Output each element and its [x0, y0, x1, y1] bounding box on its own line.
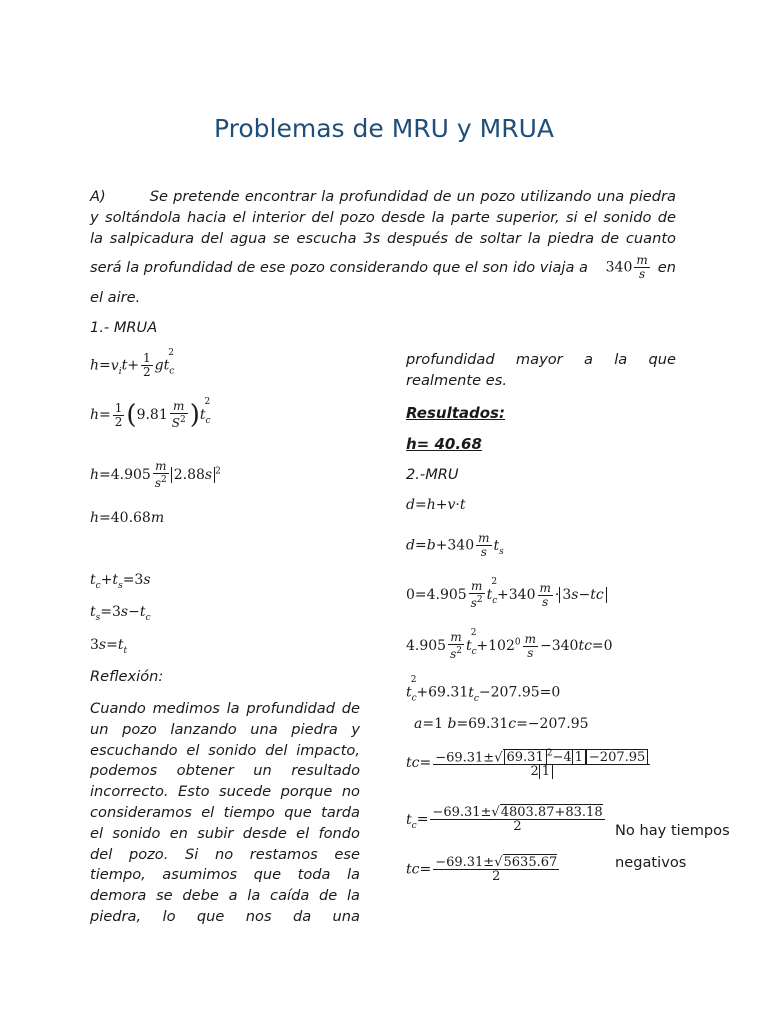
page-title: Problemas de MRU y MRUA	[214, 114, 554, 143]
reflexion-heading: Reflexión:	[90, 668, 164, 685]
reflexion-line: realmente es.	[406, 371, 507, 389]
reflexion-line: demora se debe a la caída de la	[90, 887, 360, 905]
equation-quadratic: $t_c^2+69.31t_c-207.95=0$	[406, 675, 561, 704]
equation-tc-formula: tc= $\frac{-69.31\pm√ 69.31 ^2-4 1 -207.95}{2 1}$	[406, 748, 652, 778]
equation-h-evaluate: h=4.905 $\frac{m}{s^2}$ 2.88s $^2$	[90, 459, 221, 490]
equation-h-result: h=40.68m	[90, 510, 165, 526]
reflexion-line: tiempo, asumimos que toda la	[90, 866, 360, 884]
equation-tc-step3: tc= $\frac{-69.31\pm√5635.67}{2}$	[406, 855, 558, 884]
problem-line-5: el aire.	[90, 289, 141, 306]
reflexion-line: consideramos el tiempo que tarda	[90, 803, 360, 821]
reflexion-line: escuchando el sonido del impacto,	[90, 741, 360, 759]
equation-time-sum: $t_c+t_s=3s$	[90, 572, 151, 591]
mru-heading: 2.-MRU	[406, 466, 459, 483]
reflexion-line: un pozo lanzando una piedra y	[90, 720, 360, 738]
equation-h-substitute: h= $\frac{1}{2}$ (9.81 $\frac{m}{S^2}$ )$t_c^2$	[90, 397, 211, 430]
reflexion-line: incorrecto. Esto sucede porque no	[90, 783, 360, 801]
reflexion-line: del pozo. Si no restamos ese	[90, 845, 360, 863]
reflexion-text	[90, 699, 360, 928]
reflexion-line: podemos obtener un resultado	[90, 762, 360, 780]
problem-statement	[90, 186, 676, 249]
problem-line-1: A) Se pretende encontrar la profundidad de un pozo utilizando una piedra	[90, 188, 676, 205]
resultados-heading: Resultados:	[406, 404, 505, 422]
reflexion-line: el sonido en subir desde el fondo	[90, 824, 360, 842]
equation-3s: $3s=t_t$	[90, 637, 128, 656]
mrua-heading: 1.- MRUA	[90, 319, 158, 336]
equation-coefficients: a=1 b=69.31c=−207.95	[414, 716, 589, 732]
reflexion-line: piedra, lo que nos da una	[90, 907, 360, 925]
equation-tc-step2: $t_c=$ $\frac{-69.31\pm√4803.87+83.18}{2}$	[406, 805, 603, 834]
problem-line-4: será la profundidad de ese pozo considerando que el son ido viaja a 340 $\frac{m}{s}$ en	[90, 253, 676, 281]
equation-d-general: d=h+v·t	[406, 497, 466, 513]
equation-zero-1: 0=4.905 $\frac{m}{s^2}$ $t_c^2+340$ $\frac{m}{s}$ · 3s−tc	[406, 580, 607, 610]
problem-line-2: y soltándola hacia el interior del pozo desde la parte superior, si el sonido de	[90, 209, 676, 226]
equation-ts: $t_s=3s-t_c$	[90, 604, 151, 623]
equation-h-general: $h=v_it+$ $\frac{1}{2}$ $gt_c^2$	[90, 347, 175, 379]
equation-d-substitute: d=b+340 $\frac{m}{s}$ $t_s$	[406, 531, 504, 559]
reflexion-continuation	[406, 350, 676, 392]
note-line-2: negativos	[615, 854, 687, 871]
reflexion-line: profundidad mayor a la que	[406, 351, 676, 368]
note-line-1: No hay tiempos	[615, 822, 730, 839]
problem-line-3: la salpicadura del agua se escucha 3s después de soltar la piedra de cuanto	[90, 230, 676, 247]
reflexion-line: Cuando medimos la profundidad de	[90, 700, 360, 717]
resultados-value: h= 40.68	[406, 435, 482, 453]
equation-zero-2: 4.905 $\frac{m}{s^2}$ $t_c^2+102^0$ $\frac{m}{s}$ −340tc=0	[406, 628, 613, 661]
